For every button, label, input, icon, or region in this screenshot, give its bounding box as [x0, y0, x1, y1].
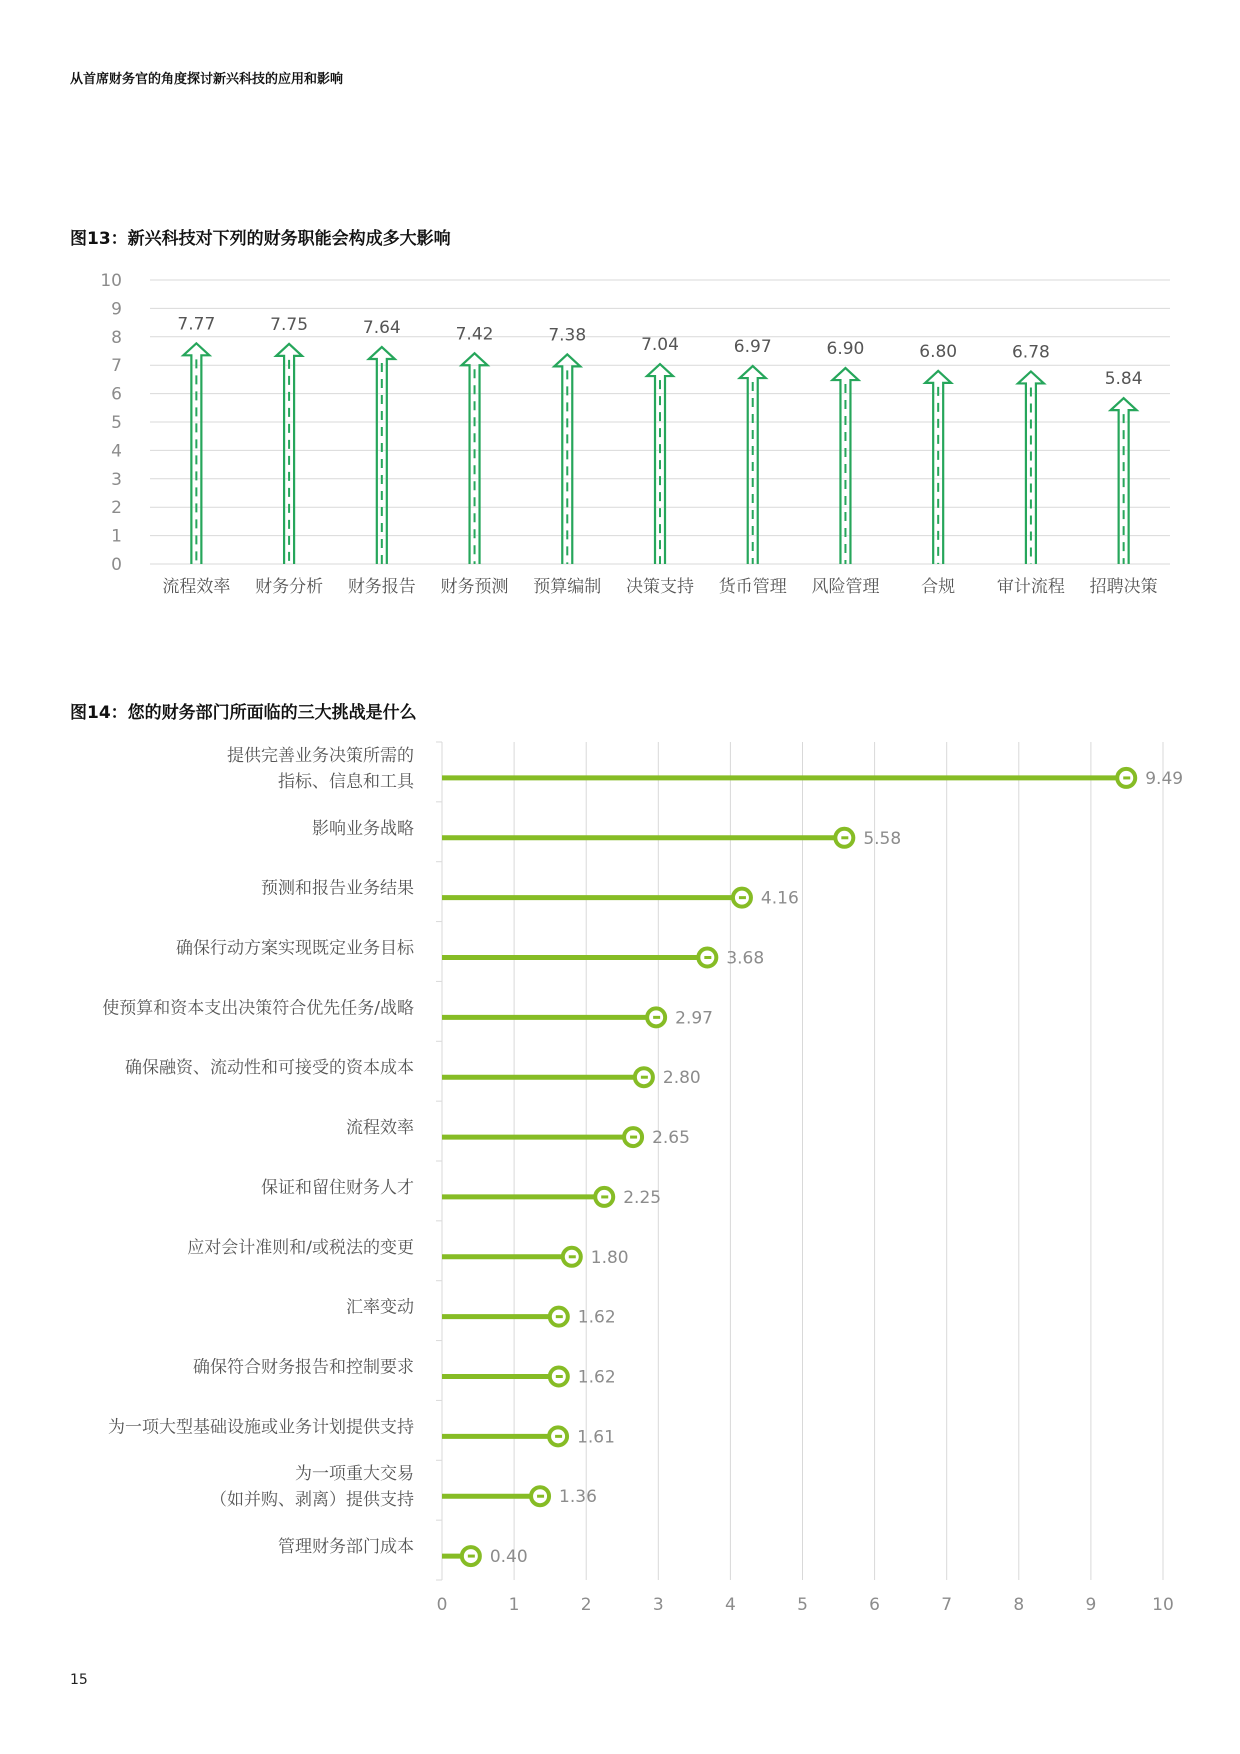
y-tick-label: 4: [111, 441, 122, 462]
data-label: 7.75: [270, 314, 309, 335]
y-tick-label: 0: [111, 555, 122, 575]
data-label: 9.49: [1145, 768, 1184, 789]
y-tick-label: 5: [111, 413, 122, 433]
y-tick-label: 6: [111, 384, 122, 405]
arrow-bar: [276, 344, 302, 564]
x-category-label: 合规: [921, 577, 956, 597]
arrow-bar: [462, 353, 488, 564]
x-tick-label: 10: [1152, 1595, 1174, 1615]
y-category-label: 保证和留住财务人才: [261, 1177, 414, 1198]
x-category-label: 决策支持: [626, 577, 694, 597]
data-label: 7.04: [641, 335, 679, 356]
data-label: 7.77: [177, 314, 216, 335]
y-tick-label: 10: [100, 271, 122, 291]
x-category-label: 货币管理: [718, 577, 787, 597]
lollipop-item: [442, 1427, 567, 1445]
y-category-label: 使预算和资本支出决策符合优先任务/战略: [102, 998, 414, 1019]
y-category-label: 确保行动方案实现既定业务目标: [176, 938, 414, 959]
arrow-bar: [832, 368, 858, 564]
lollipop-item: [442, 1188, 613, 1206]
data-label: 6.97: [733, 337, 772, 358]
lollipop-item: [442, 949, 716, 967]
x-tick-label: 3: [652, 1595, 664, 1615]
data-label: 2.25: [623, 1187, 662, 1208]
data-label: 2.80: [662, 1068, 701, 1089]
data-label: 6.90: [826, 339, 865, 360]
y-category-label: 影响业务战略: [312, 818, 414, 839]
y-tick-label: 2: [111, 498, 122, 519]
lollipop-item: [442, 829, 853, 847]
arrow-bar: [183, 343, 209, 564]
arrow-bar: [1111, 398, 1137, 564]
lollipop-item: [442, 1308, 568, 1326]
x-category-label: 流程效率: [162, 577, 231, 597]
y-category-label: 为一项重大交易: [295, 1464, 414, 1485]
x-category-label: 招聘决策: [1089, 577, 1158, 597]
lollipop-item: [442, 1487, 549, 1505]
x-tick-label: 7: [941, 1595, 953, 1615]
x-tick-label: 9: [1085, 1595, 1097, 1615]
y-category-label: 指标、信息和工具: [278, 771, 414, 792]
page-number: 15: [70, 1672, 88, 1688]
figure-13-arrow-chart: [0, 262, 1240, 622]
lollipop-item: [442, 889, 751, 907]
y-category-label: 应对会计准则和/或税法的变更: [187, 1237, 414, 1258]
arrow-bar: [369, 347, 395, 564]
lollipop-item: [442, 1248, 581, 1266]
data-label: 1.80: [590, 1247, 629, 1268]
lollipop-item: [442, 1368, 568, 1386]
x-category-label: 财务分析: [255, 577, 324, 597]
y-category-label: 为一项大型基础设施或业务计划提供支持: [108, 1417, 414, 1438]
data-label: 7.64: [362, 318, 401, 339]
x-tick-label: 0: [436, 1595, 448, 1615]
y-category-label: 确保融资、流动性和可接受的资本成本: [125, 1058, 414, 1079]
data-label: 2.97: [675, 1008, 713, 1029]
lollipop-item: [442, 1128, 642, 1146]
x-tick-label: 1: [508, 1595, 520, 1615]
data-label: 0.40: [489, 1547, 528, 1568]
y-category-label: 提供完善业务决策所需的: [227, 745, 414, 766]
x-tick-label: 8: [1013, 1595, 1025, 1615]
lollipop-item: [442, 769, 1135, 787]
x-category-label: 财务预测: [440, 577, 509, 597]
x-category-label: 财务报告: [347, 577, 416, 597]
data-label: 1.61: [577, 1427, 615, 1448]
y-tick-label: 3: [111, 469, 122, 490]
arrow-bar: [740, 366, 766, 564]
y-category-label: （如并购、剥离）提供支持: [210, 1490, 414, 1511]
y-tick-label: 7: [111, 356, 122, 377]
data-label: 1.36: [559, 1487, 597, 1508]
x-category-label: 审计流程: [996, 577, 1065, 597]
y-category-label: 确保符合财务报告和控制要求: [193, 1357, 414, 1378]
y-category-label: 汇率变动: [346, 1297, 414, 1318]
data-label: 5.58: [863, 828, 902, 849]
data-label: 7.42: [455, 324, 494, 345]
x-category-label: 预算编制: [533, 577, 602, 597]
y-tick-label: 1: [111, 526, 122, 547]
x-tick-label: 2: [580, 1595, 592, 1615]
figure-13-title: 图13：新兴科技对下列的财务职能会构成多大影响: [70, 229, 451, 249]
x-tick-label: 4: [724, 1595, 736, 1615]
arrow-bar: [925, 371, 951, 564]
data-label: 1.62: [577, 1367, 616, 1388]
x-tick-label: 6: [869, 1595, 881, 1615]
figure-14-title: 图14：您的财务部门所面临的三大挑战是什么: [70, 703, 417, 723]
lollipop-item: [442, 1547, 480, 1565]
x-category-label: 风险管理: [811, 577, 880, 597]
x-tick-label: 5: [797, 1595, 808, 1615]
data-label: 3.68: [726, 948, 765, 969]
data-label: 7.38: [548, 325, 587, 346]
lollipop-item: [442, 1068, 653, 1086]
data-label: 5.84: [1104, 369, 1143, 390]
data-label: 2.65: [652, 1128, 690, 1149]
lollipop-item: [442, 1008, 665, 1026]
y-tick-label: 9: [111, 299, 122, 320]
data-label: 1.62: [577, 1307, 616, 1328]
figure-14-lollipop-chart: [0, 730, 1240, 1630]
data-label: 6.78: [1011, 342, 1050, 363]
data-label: 6.80: [919, 341, 958, 362]
y-tick-label: 8: [111, 327, 122, 348]
arrow-bar: [554, 354, 580, 564]
y-category-label: 管理财务部门成本: [278, 1537, 414, 1558]
y-category-label: 流程效率: [346, 1118, 414, 1139]
y-category-label: 预测和报告业务结果: [261, 878, 414, 899]
document-header-title: 从首席财务官的角度探讨新兴科技的应用和影响: [70, 72, 344, 87]
data-label: 4.16: [760, 888, 799, 909]
